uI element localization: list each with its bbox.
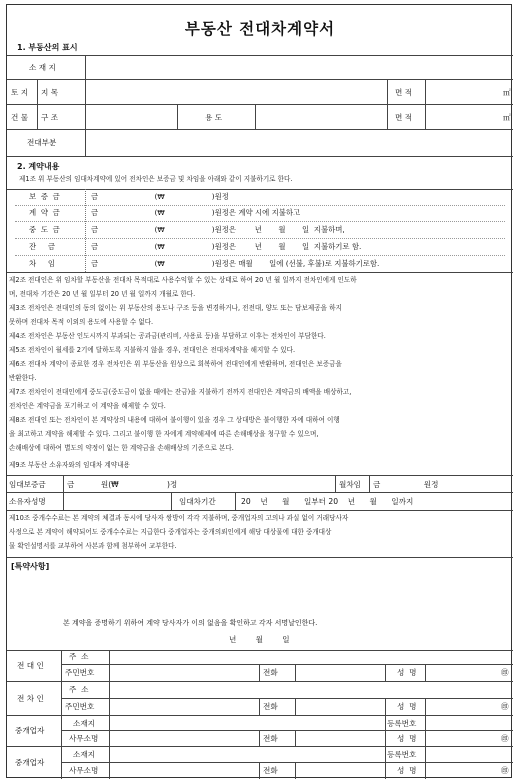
label-id-number: 주민번호 <box>65 702 95 711</box>
payment-label: 계 약 금 <box>29 208 60 217</box>
label-phone: 전화 <box>263 766 278 775</box>
label-lessee: 전 차 인 <box>17 694 44 703</box>
label-office-name: 사무소명 <box>69 734 99 743</box>
lease-period-value: 20 년 월 일부터 20 년 월 일까지 <box>241 497 414 506</box>
lease-deposit-value: 금 원(₩ )정 <box>67 480 178 489</box>
payment-detail: 금 (₩ )원정은 년 월 일 지불하기로 함. <box>91 242 362 251</box>
article-line: 제8조 전대인 또는 전차인이 본 계약상의 내용에 대하여 불이행이 있을 경우 그 상대방은 불이행한 자에 대하여 이행 <box>9 416 340 424</box>
label-name: 성 명 <box>397 766 417 775</box>
label-area-land: 면 적 <box>395 88 413 97</box>
label-lease-deposit: 임대보증금 <box>9 480 46 489</box>
payment-label: 중 도 금 <box>29 225 60 234</box>
label-location: 소 재 지 <box>29 63 56 72</box>
seal-mark: ㊞ <box>501 668 509 677</box>
article-line: 제7조 전차인이 전대인에게 중도금(중도금이 없을 때에는 잔금)을 지불하기 전까지 전대인은 계약금의 배액을 배상하고, <box>9 388 352 396</box>
article-line: 못하며 전대차 목적 이외의 용도에 사용할 수 없다. <box>9 318 154 326</box>
label-phone: 전화 <box>263 668 278 677</box>
payment-detail: 금 (₩ )원정은 계약 시에 지불하고 <box>91 208 301 217</box>
label-owner-name: 소유자성명 <box>9 497 46 506</box>
payment-detail: 금 (₩ )원정은 년 월 일 지불하며, <box>91 225 345 234</box>
article-10-line: 사정으로 본 계약이 해약되어도 중개수수료는 지급한다 중개업자는 중개의뢰인에게 해당 대상물에 대한 중개대상 <box>9 528 332 536</box>
payment-detail: 금 (₩ )원정은 매월 일에 (선불, 후불)로 지불하기로함. <box>91 259 380 268</box>
label-area-building: 면 적 <box>395 113 413 122</box>
article-10-line: 물 확인설명서를 교부하여 사본과 함께 첨부하여 교부한다. <box>9 542 177 550</box>
label-phone: 전화 <box>263 702 278 711</box>
article-line: 손해배상에 대하여 별도의 약정이 없는 한 계약금을 손해배상의 기준으로 본다. <box>9 444 234 452</box>
label-registration-number: 등록번호 <box>387 719 417 728</box>
payment-label: 차 임 <box>29 259 56 268</box>
payment-label: 보 증 금 <box>29 192 60 201</box>
seal-mark: ㊞ <box>501 702 509 711</box>
label-name: 성 명 <box>397 668 417 677</box>
label-phone: 전화 <box>263 734 278 743</box>
label-address: 주 소 <box>69 685 89 694</box>
seal-mark: ㊞ <box>501 766 509 775</box>
section-property: 1. 부동산의 표시 <box>17 43 78 52</box>
payment-label: 잔 금 <box>29 242 56 251</box>
label-lessor: 전 대 인 <box>17 661 44 670</box>
article-line: 전차인은 계약금을 포기하고 이 계약을 해제할 수 있다. <box>9 402 166 410</box>
label-agent: 중개업자 <box>15 758 45 767</box>
label-lease-period: 임대차기간 <box>179 497 216 506</box>
article-line: 제4조 전차인은 부동산 인도시까지 부과되는 공과금(관리비, 사용료 등)을 부담하고 이후는 전차인이 부담한다. <box>9 332 326 340</box>
article-1: 제1조 위 부동산의 임대차계약에 있어 전차인은 보증금 및 차임을 아래와 같이 지불하기로 한다. <box>19 175 293 183</box>
contract-date: 년 월 일 <box>229 635 290 644</box>
article-line: 반환한다. <box>9 374 37 382</box>
label-agent: 중개업자 <box>15 726 45 735</box>
contract-page <box>6 4 512 778</box>
section-contract: 2. 계약내용 <box>17 162 60 171</box>
label-registration-number: 등록번호 <box>387 750 417 759</box>
monthly-rent-value: 금 원정 <box>373 480 439 489</box>
article-line: 제3조 전차인은 전대인의 동의 없이는 위 부동산의 용도나 구조 등을 변경하거나, 전전대, 양도 또는 담보제공을 하지 <box>9 304 342 312</box>
seal-mark: ㊞ <box>501 734 509 743</box>
unit-sqm-land: ㎡ <box>503 88 511 97</box>
label-office-location: 소재지 <box>73 750 96 759</box>
label-name: 성 명 <box>397 734 417 743</box>
label-monthly-rent: 월차임 <box>339 480 362 489</box>
article-line: 제6조 전대차 계약이 종료한 경우 전차인은 위 부동산을 원상으로 회복하여 전대인에게 반환하며, 전대인은 보증금을 <box>9 360 342 368</box>
label-office-location: 소재지 <box>73 719 96 728</box>
confirmation-statement: 본 계약을 증명하기 위하여 계약 당사자가 이의 없음을 확인하고 각자 서명날인한다. <box>63 619 318 627</box>
label-address: 주 소 <box>69 652 89 661</box>
label-name: 성 명 <box>397 702 417 711</box>
label-sublease-part: 전대부분 <box>27 138 57 147</box>
label-use: 용 도 <box>205 113 223 122</box>
payment-detail: 금 (₩ )원정 <box>91 192 229 201</box>
label-structure: 구 조 <box>41 113 59 122</box>
article-line: 제9조 부동산 소유자와의 임대차 계약내용 <box>9 461 130 469</box>
special-terms-heading: [특약사항] <box>11 562 50 571</box>
article-line: 제2조 전대인은 위 임차할 부동산을 전대차 목적대로 사용수익할 수 있는 상태로 하여 20 년 월 일까지 전차인에게 인도하 <box>9 276 357 284</box>
label-office-name: 사무소명 <box>69 766 99 775</box>
label-building: 건 물 <box>11 113 29 122</box>
unit-sqm-building: ㎡ <box>503 113 511 122</box>
article-line: 을 최고하고 계약을 해제할 수 있다. 그리고 불이행 한 자에게 계약해제에 따른 손해배상을 청구할 수 있으며, <box>9 430 319 438</box>
label-land: 토 지 <box>11 88 29 97</box>
label-id-number: 주민번호 <box>65 668 95 677</box>
label-land-category: 지 목 <box>41 88 59 97</box>
article-line: 제5조 전차인이 월세를 2기에 달하도록 지불하지 않을 경우, 전대인은 전대차계약을 해지할 수 있다. <box>9 346 296 354</box>
article-10-line: 제10조 중개수수료는 본 계약의 체결과 동시에 당사자 쌍방이 각각 지불하며, 중개업자의 고의나 과실 없이 거래당사자 <box>9 514 349 522</box>
article-line: 며, 전대차 기간은 20 년 월 일부터 20 년 월 일까지 개월로 한다. <box>9 290 196 298</box>
page-title: 부동산 전대차계약서 <box>184 19 336 38</box>
